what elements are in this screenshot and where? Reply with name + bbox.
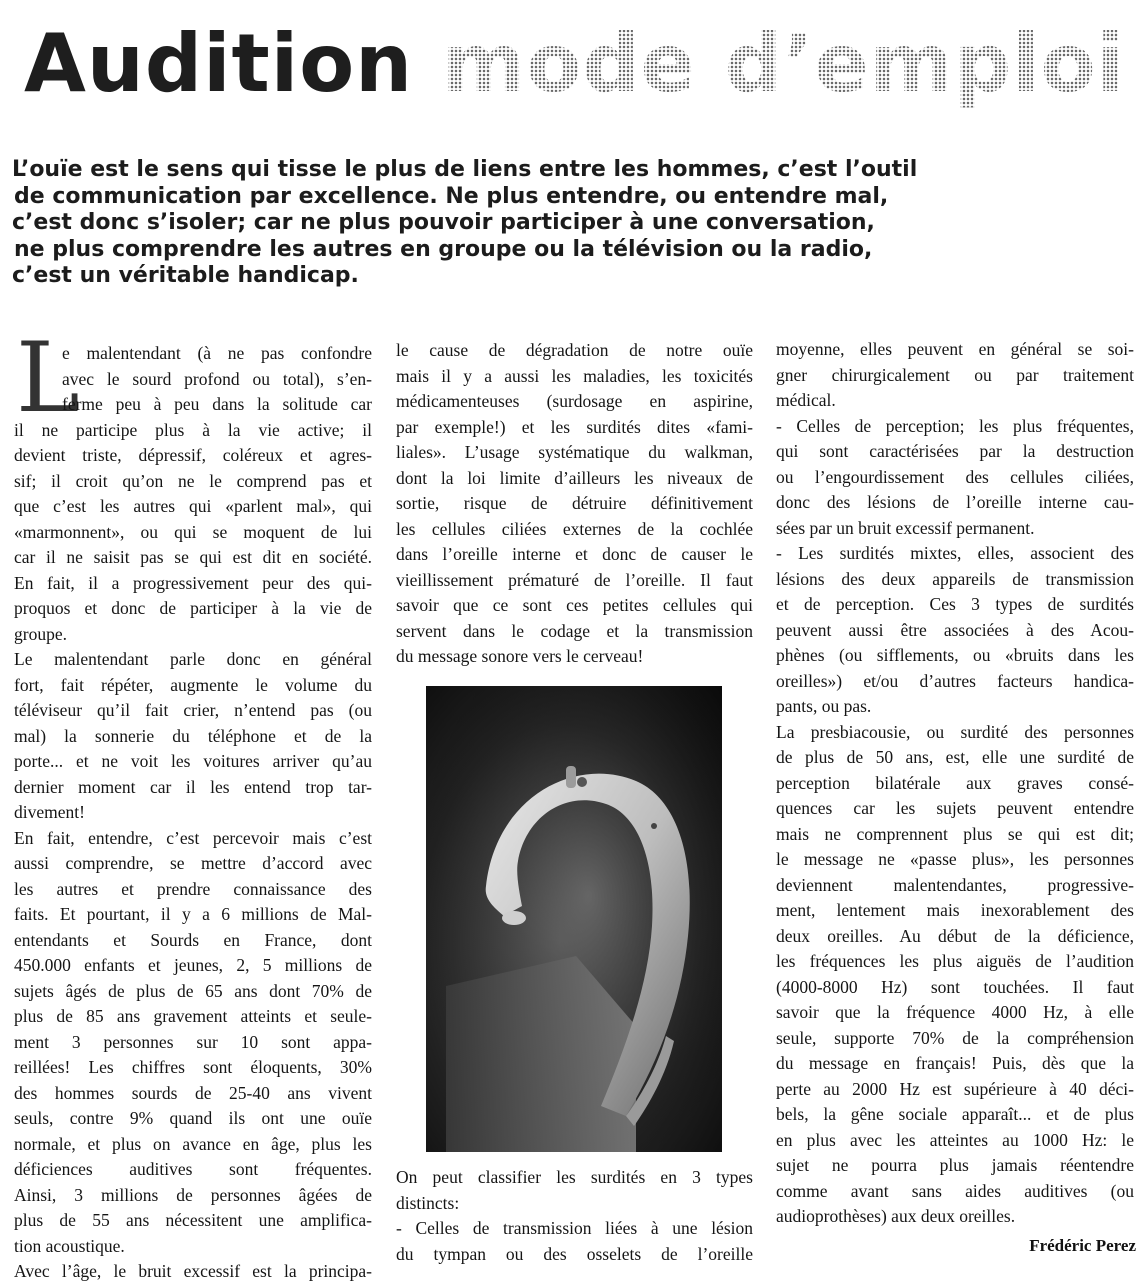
text-line: de plus de 50 ans, est, elle une surdité de [776,747,1134,767]
text-line: mal) la sonnerie du téléphone et de la [14,725,372,746]
text-line: les autres et prendre connaissance des [14,878,372,899]
text-line: - Celles de transmission liées à une lésion [396,1218,753,1238]
text-line: dont la loi limite d’ailleurs les niveaux de [396,467,753,488]
text-line: lésions des deux appareils de transmission [776,568,1134,589]
title-main-word: Audition [24,17,414,110]
text-line: deux oreilles. Au début de la déficience, [776,925,1134,946]
text-line: ou l’engourdissement des cellules ciliées, [776,466,1134,487]
text-line: sujet ne pourra plus jamais réentendre [776,1155,1134,1175]
text-line: Le malentendant parle donc en général [14,649,372,669]
text-line: les cellules ciliées externes de la cochlée [396,518,753,539]
column-3 [776,337,1134,1230]
text-line: tion acoustique. [14,1235,125,1256]
text-line: moyenne, elles peuvent en général se soi- [776,339,1134,359]
text-line: La presbiacousie, ou surdité des personnes [776,721,1134,742]
hearing-aid-photo [426,686,722,1152]
text-line: «marmonnent», ou qui se moquent de lui [14,521,372,542]
text-line: ment 3 personnes sur 10 sont appa- [14,1031,372,1052]
text-line: liales». L’usage systématique du walkman, [396,442,753,462]
text-line: oreilles») et/ou d’autres facteurs handica- [776,670,1134,691]
text-line: avec le sourd profond ou total), s’en- [62,368,372,389]
text-line: seuls, contre 9% quand ils ont une ouïe [14,1108,372,1128]
text-line: (4000-8000 Hz) sont touchées. Il faut [776,976,1134,997]
text-line: deviennent malentendantes, progressive- [776,874,1134,895]
text-line: 450.000 enfants et jeunes, 2, 5 millions de [14,955,372,975]
text-line: pants, ou pas. [776,696,872,716]
text-line: téléviseur qu’il fait crier, n’entend pas (ou [14,700,372,720]
text-line: peuvent aussi être associées à des Acou- [776,619,1134,640]
text-line: déficiences auditives sont fréquentes. [14,1159,372,1179]
text-line: du message sonore vers le cerveau! [396,646,644,666]
text-line: Avec l’âge, le bruit excessif est la principa- [14,1261,372,1281]
text-line: e malentendant (à ne pas confondre [62,343,372,363]
text-line: dans l’oreille interne et donc de causer le [396,544,753,564]
text-line: savoir que ce sont ces petites cellules qui [396,595,753,615]
text-line: savoir que la fréquence 4000 Hz, à elle [776,1002,1134,1022]
text-line: porte... et ne voit les voitures arriver qu’au [14,751,372,771]
text-line: dernier moment car il les entend trop tar- [14,776,372,797]
text-line: bels, la gêne sociale apparaît... et de plus [776,1104,1134,1124]
text-line: Ainsi, 3 millions de personnes âgées de [14,1184,372,1205]
text-line: comme avant sans aides auditives (ou [776,1180,1134,1201]
text-line: le cause de dégradation de notre ouïe [396,340,753,360]
text-line: sujets âgés de plus de 65 ans dont 70% de [14,980,372,1001]
text-line: quences car les sujets peuvent entendre [776,798,1134,818]
text-line: seule, supporte 70% de la compréhension [776,1027,1134,1048]
text-line: - Les surdités mixtes, elles, associent des [776,543,1134,563]
text-line: entendants et Sourds en France, dont [14,929,372,950]
lead-line: c’est un véritable handicap. [12,263,359,288]
text-line: proquos et donc de participer à la vie de [14,598,372,618]
text-line: du message en français! Puis, dès que la [776,1053,1134,1073]
lead-line: L’ouïe est le sens qui tisse le plus de liens entre les hommes, c’est l’outil [12,157,918,182]
text-line: normale, et plus on avance en âge, plus les [14,1133,372,1154]
text-line: plus de 85 ans gravement atteints et seule- [14,1006,372,1026]
text-line: mais il y a aussi les maladies, les toxicités [396,365,753,386]
title-halftone-words: mode d’emploi [442,17,1126,110]
text-line: devient triste, dépressif, coléreux et agres- [14,445,372,465]
text-line: aussi comprendre, se mettre d’accord avec [14,853,372,873]
text-line: On peut classifier les surdités en 3 types [396,1167,753,1187]
column-2 [396,338,753,670]
lead-line: ne plus comprendre les autres en groupe ou la télévision ou la radio, [14,236,873,262]
text-line: par exemple!) et les surdités dites «fami- [396,416,753,437]
text-line: que c’est les autres qui «parlent mal», qui [14,496,372,516]
text-line: le message ne «passe plus», les personnes [776,849,1134,869]
text-line: sortie, risque de détruire définitivement [396,493,753,513]
text-line: sées par un bruit excessif permanent. [776,517,1035,538]
text-line: En fait, entendre, c’est percevoir mais c’est [14,827,372,848]
author-signature: Frédéric Perez [1029,1236,1136,1255]
text-line: perception bilatérale aux graves consé- [776,772,1134,793]
text-line: reillées! Les chiffres sont éloquents, 30% [14,1057,372,1077]
text-line: faits. Et pourtant, il y a 6 millions de Mal- [14,904,372,924]
column-2-bottom [396,1165,753,1267]
text-line: En fait, il a progressivement peur des qui- [14,572,372,593]
text-line: perte au 2000 Hz est supérieure à 40 déci- [776,1078,1134,1099]
text-line: divement! [14,802,85,822]
column-1 [14,341,372,1285]
text-line: ment, lentement mais inexorablement des [776,900,1134,920]
text-line: et de perception. Ces 3 types de surdités [776,594,1134,614]
text-line: les fréquences les plus aiguës de l’audition [776,951,1134,971]
article-title [24,14,1134,114]
article-lead [12,157,1137,290]
drop-cap: L [16,322,80,434]
lead-line: de communication par excellence. Ne plus entendre, ou entendre mal, [14,183,889,209]
text-line: distincts: [396,1192,460,1213]
text-line: médicamenteuses (surdosage en aspirine, [396,391,753,411]
text-line: donc des lésions de l’oreille interne cau- [776,492,1134,512]
text-line: médical. [776,390,836,410]
text-line: il ne participe plus à la vie active; il [14,419,372,440]
text-line: qui sont caractérisées par la destruction [776,441,1134,461]
text-line: du tympan ou des osselets de l’oreille [396,1243,753,1264]
text-line: vieillissement prématuré de l’oreille. Il faut [396,569,753,590]
text-line: en plus avec les atteintes au 1000 Hz: le [776,1129,1134,1150]
text-line: car il ne saisit pas se qui est dit en société. [14,547,372,567]
text-line: ferme peu à peu dans la solitude car [62,394,372,414]
lead-line: c’est donc s’isoler; car ne plus pouvoir participer à une conversation, [12,210,875,235]
text-line: servent dans le codage et la transmission [396,620,753,641]
text-line: groupe. [14,623,67,644]
text-line: fort, fait répéter, augmente le volume du [14,674,372,695]
text-line: - Celles de perception; les plus fréquentes, [776,415,1134,436]
text-line: plus de 55 ans nécessitent une amplifica- [14,1210,372,1230]
text-line: sif; il croit qu’on ne le comprend pas et [14,470,372,491]
text-line: gner chirurgicalement ou par traitement [776,364,1134,385]
text-line: audioprothèses) aux deux oreilles. [776,1206,1016,1226]
text-line: des hommes sourds de 25-40 ans vivent [14,1082,372,1103]
text-line: mais ne comprennent plus se qui est dit; [776,823,1134,844]
text-line: phènes (ou sifflements, ou «bruits dans les [776,645,1134,665]
